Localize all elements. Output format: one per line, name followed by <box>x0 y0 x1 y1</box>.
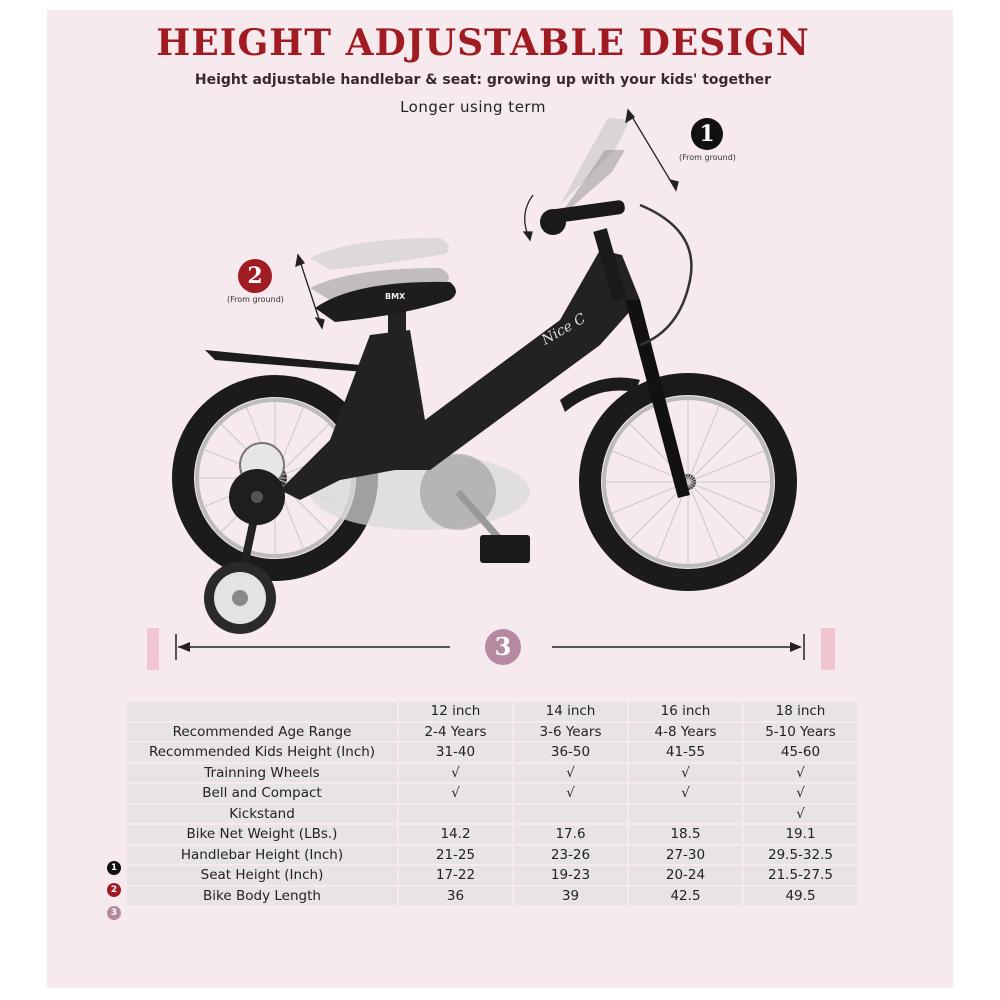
seat-height-marker: 2 <box>238 259 272 293</box>
table-cell: √ <box>744 805 857 824</box>
table-cell: √ <box>514 784 627 803</box>
table-cell: 19.1 <box>744 825 857 844</box>
row-marker-handlebar: 1 <box>107 861 121 875</box>
table-row <box>127 805 857 824</box>
table-cell: 14.2 <box>399 825 512 844</box>
table-cell: √ <box>399 784 512 803</box>
table-row <box>127 846 857 865</box>
table-cell: 19-23 <box>514 866 627 885</box>
table-cell: 4-8 Years <box>629 723 742 742</box>
row-label: Recommended Age Range <box>127 723 397 742</box>
table-header-cell: 16 inch <box>629 702 742 721</box>
row-marker-length: 3 <box>107 906 121 920</box>
row-label: Seat Height (Inch) <box>127 866 397 885</box>
row-label: Trainning Wheels <box>127 764 397 783</box>
table-cell: √ <box>629 784 742 803</box>
table-cell: 21.5-27.5 <box>744 866 857 885</box>
seat-brand: BMX <box>385 292 406 301</box>
table-cell: 42.5 <box>629 887 742 906</box>
row-label: Kickstand <box>127 805 397 824</box>
table-cell: 17.6 <box>514 825 627 844</box>
table-header-row <box>127 702 857 721</box>
table-cell: 41-55 <box>629 743 742 762</box>
table-row <box>127 764 857 783</box>
table-header-blank <box>127 702 397 721</box>
spec-table <box>125 700 859 907</box>
table-row <box>127 743 857 762</box>
table-header-cell: 18 inch <box>744 702 857 721</box>
page-title: HEIGHT ADJUSTABLE DESIGN <box>156 22 810 64</box>
front-wheel <box>590 384 786 580</box>
table-cell: 5-10 Years <box>744 723 857 742</box>
seat-marker-note: (From ground) <box>227 295 284 304</box>
row-label: Recommended Kids Height (Inch) <box>127 743 397 762</box>
table-cell: 31-40 <box>399 743 512 762</box>
table-cell: 3-6 Years <box>514 723 627 742</box>
frame-brand: Nice C <box>539 310 589 349</box>
table-cell: 29.5-32.5 <box>744 846 857 865</box>
table-cell: 36-50 <box>514 743 627 762</box>
table-cell: 18.5 <box>629 825 742 844</box>
handlebar-marker-note: (From ground) <box>679 153 736 162</box>
pedal <box>480 535 530 563</box>
table-cell: 39 <box>514 887 627 906</box>
table-cell: √ <box>744 784 857 803</box>
table-header-cell: 12 inch <box>399 702 512 721</box>
table-cell: 45-60 <box>744 743 857 762</box>
seat <box>310 238 456 348</box>
table-cell: 20-24 <box>629 866 742 885</box>
table-cell <box>399 805 512 824</box>
body-length-marker: 3 <box>485 629 521 665</box>
table-cell: √ <box>514 764 627 783</box>
page-subtitle: Height adjustable handlebar & seat: growing up with your kids' together <box>194 72 772 88</box>
handlebar-height-marker: 1 <box>691 118 723 150</box>
table-row <box>127 784 857 803</box>
row-label: Bike Body Length <box>127 887 397 906</box>
table-row <box>127 723 857 742</box>
table-cell: 21-25 <box>399 846 512 865</box>
table-row <box>127 866 857 885</box>
table-row <box>127 887 857 906</box>
row-label: Bike Net Weight (LBs.) <box>127 825 397 844</box>
table-cell: 49.5 <box>744 887 857 906</box>
table-cell <box>629 805 742 824</box>
table-header-cell: 14 inch <box>514 702 627 721</box>
table-cell: 23-26 <box>514 846 627 865</box>
table-cell: 36 <box>399 887 512 906</box>
row-label: Bell and Compact <box>127 784 397 803</box>
table-cell: √ <box>399 764 512 783</box>
row-label: Handlebar Height (Inch) <box>127 846 397 865</box>
table-row <box>127 825 857 844</box>
table-cell: 2-4 Years <box>399 723 512 742</box>
table-cell: 17-22 <box>399 866 512 885</box>
table-cell: 27-30 <box>629 846 742 865</box>
table-cell: √ <box>744 764 857 783</box>
tagline: Longer using term <box>400 98 546 116</box>
table-cell <box>514 805 627 824</box>
row-marker-seat: 2 <box>107 883 121 897</box>
table-cell: √ <box>629 764 742 783</box>
